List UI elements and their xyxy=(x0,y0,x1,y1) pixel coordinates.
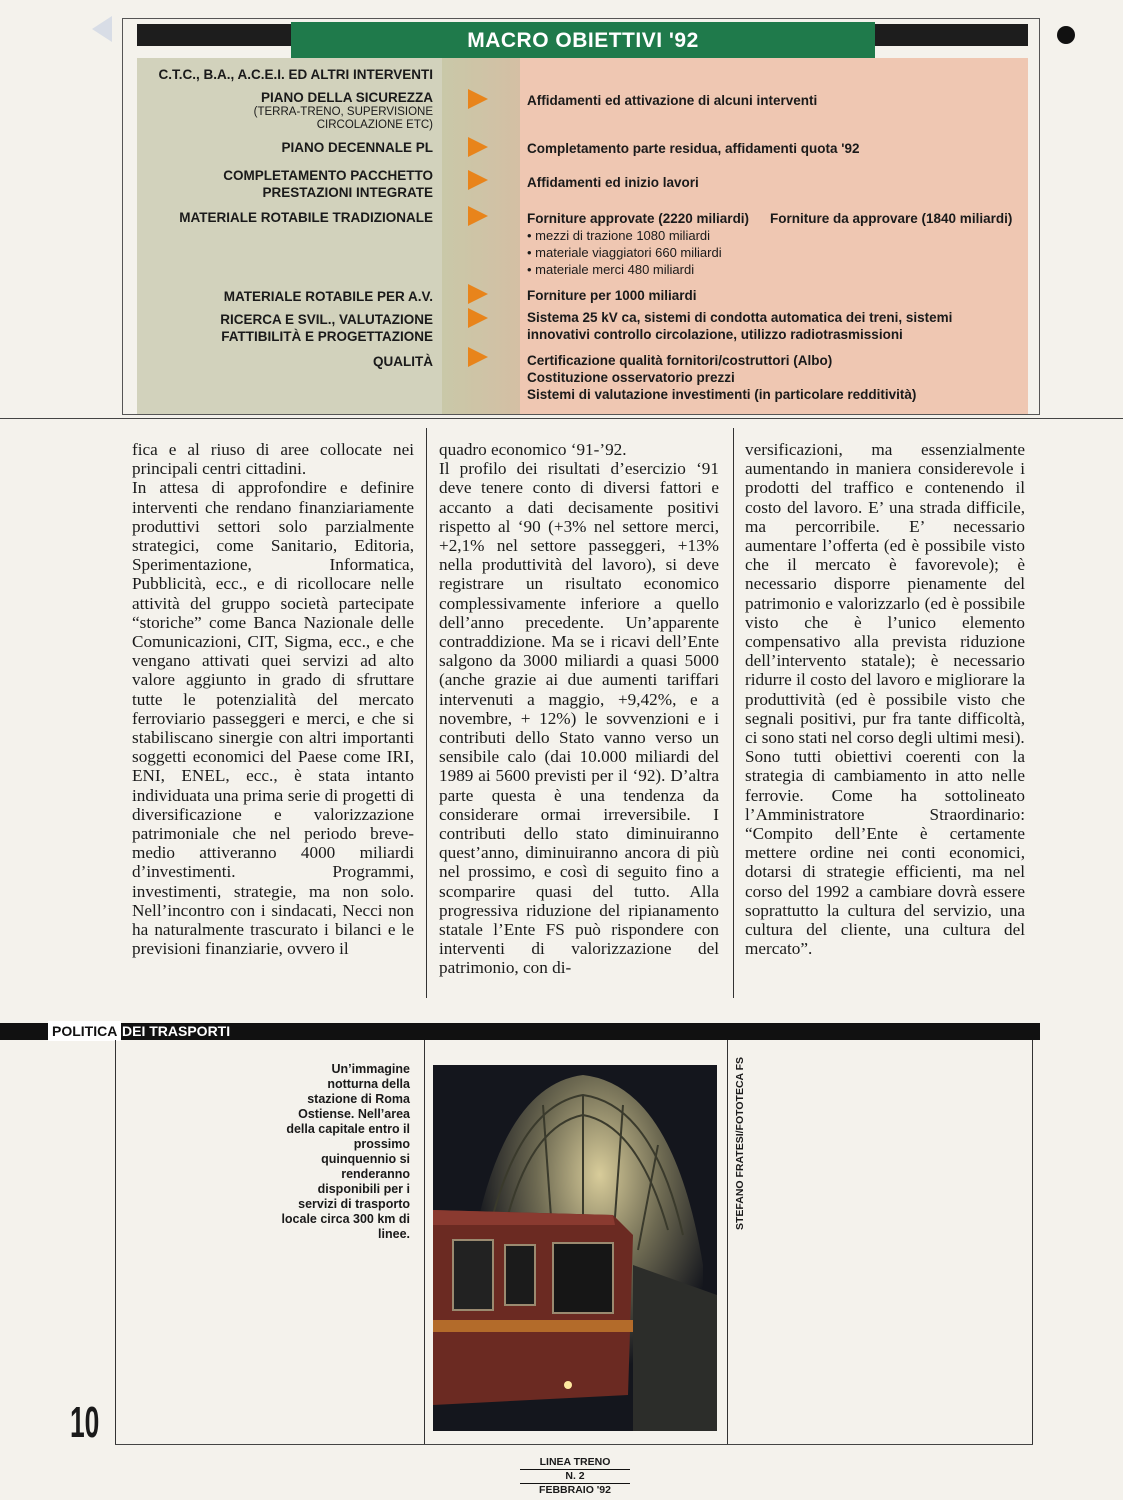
row-label: MATERIALE ROTABILE PER A.V. xyxy=(223,289,433,304)
frame-rule xyxy=(727,1040,728,1445)
bullet-item: • materiale viaggiatori 660 miliardi xyxy=(527,245,722,260)
masthead-date: FEBBRAIO '92 xyxy=(539,1484,611,1496)
row-label: RICERCA E SVIL., VALUTAZIONE FATTIBILITÀ E PROGETTAZIONE xyxy=(220,312,433,344)
row-label: MATERIALE ROTABILE TRADIZIONALE xyxy=(179,210,433,225)
article-column-3: versificazioni, ma essenzialmente aumentando in maniera considerevole i prodotti del traffico e contenendo il costo del lavoro. E’ una strada difficile, ma percorribile. E’ necessario aumentare l’offerta (ed è possibile visto che il mercato è favorevole); è necessario disporre pienamente del patrimonio e valorizzarlo (ed è possibile visto che è l’unico elemento compensativo alla prevista riduzione dell’intervento statale); è necessario ridurre il costo del lavoro e migliorare la produttività (ed è possibile visto che segnali positivi, pur fra tante difficoltà, ci sono stati nel corso degli ultimi mesi). Sono tutti obiettivi coerenti con la strategia di cambiamento in atto nelle ferrovie. Come ha sottolineato l’Amministratore Straordinario: “Compito dell’Ente è certamente mettere ordine nei conti economici, dotarsi di strategie efficienti, ma nel corso del 1992 a cambiare dovrà essere soprattutto la cultura del servizio, una cultura del cliente, una cultura del mercato”. xyxy=(745,440,1025,959)
page-number: 10 xyxy=(70,1398,100,1447)
column-divider xyxy=(733,428,734,998)
arrow-icon xyxy=(468,206,488,226)
frame-right-rule xyxy=(1032,1040,1033,1445)
bullet-item: • materiale merci 480 miliardi xyxy=(527,262,695,277)
photo-credit-text: STEFANO FRATESI/FOTOTECA FS xyxy=(734,1056,746,1230)
row-objective: Affidamenti ed inizio lavori xyxy=(527,175,699,190)
arrow-icon xyxy=(468,347,488,367)
row-sublabel: (TERRA-TRENO, SUPERVISIONE CIRCOLAZIONE ETC) xyxy=(253,106,433,131)
row-label-text: PIANO DELLA SICUREZZA xyxy=(261,90,433,105)
row-objective: Sistema 25 kV ca, sistemi di condotta automatica dei treni, sistemi innovativi controllo circolazione, utilizzo radiotrasmissioni xyxy=(527,310,953,342)
article-column-2: quadro economico ‘91-’92. Il profilo dei risultati d’esercizio ‘91 deve tenere conto di diversi fattori e accanto a dati decisamente positivi rispetto al ‘90 (+3% nel settore merci, +2,1% nel settore passeggeri, +13% nella produttività del lavoro), si deve registrare un risultato economico complessivamente inferiore a quello dell’anno precedente. Un’apparente contraddizione. Ma se i ricavi dell’Ente salgono da 3000 miliardi a quasi 5000 (anche grazie ai due aumenti tariffari intervenuti a maggio, +9,42%, e a novembre, + 12%) le sovvenzioni e i contributi dello Stato vanno verso un sensibile calo (dai 10.000 miliardi del 1989 ai 5600 previsti per il ‘92). D’altra parte questa è una tendenza da considerare ormai irreversibile. I contributi dello stato diminuiranno quest’anno, diminuiranno ancora di più nel prossimo, e così di seguito fino a scomparire quasi del tutto. Alla progressiva riduzione del ripianamento statale l’Ente FS può rispondere con interventi di valorizzazione del patrimonio, con di- xyxy=(439,440,719,978)
row-label xyxy=(233,89,433,132)
photo-credit xyxy=(734,1056,748,1230)
arrow-icon xyxy=(468,284,488,304)
station-photo xyxy=(433,1065,717,1431)
objective-right: Forniture da approvare (1840 miliardi) xyxy=(770,211,1013,226)
divider xyxy=(0,418,1123,419)
objective-line: Costituzione osservatorio prezzi xyxy=(527,370,735,385)
row-objective xyxy=(527,210,1013,278)
arrow-icon xyxy=(468,137,488,157)
section-title-part2: DEI TRASPORTI xyxy=(122,1023,231,1039)
photo-caption: Un’immagine notturna della stazione di Roma Ostiense. Nell’area della capitale entro il prossimo quinquennio si renderanno disponibili per i servizi di trasporto locale circa 300 km di linee. xyxy=(281,1062,410,1241)
masthead-issue: N. 2 xyxy=(520,1470,630,1484)
row-label: PIANO DECENNALE PL xyxy=(281,140,433,155)
row-objective: Affidamenti ed attivazione di alcuni interventi xyxy=(527,93,818,108)
arrow-icon xyxy=(468,89,488,109)
row-objective: Forniture per 1000 miliardi xyxy=(527,288,697,303)
table-group-heading: C.T.C., B.A., A.C.E.I. ED ALTRI INTERVENTI xyxy=(158,67,433,82)
frame-left-rule xyxy=(115,1040,116,1445)
arrow-icon xyxy=(468,170,488,190)
row-label: COMPLETAMENTO PACCHETTO PRESTAZIONI INTEGRATE xyxy=(223,168,433,200)
train-station-illustration xyxy=(433,1065,717,1431)
arrow-icon xyxy=(468,308,488,328)
masthead-name: LINEA TRENO xyxy=(520,1456,630,1470)
back-arrow-icon xyxy=(92,16,112,42)
column-divider xyxy=(426,428,427,998)
frame-bottom-rule xyxy=(115,1444,1033,1445)
objective-line: Sistemi di valutazione investimenti (in particolare redditività) xyxy=(527,387,917,402)
bullet-item: • mezzi di trazione 1080 miliardi xyxy=(527,228,711,243)
masthead xyxy=(520,1456,630,1497)
objective-left: Forniture approvate (2220 miliardi) xyxy=(527,211,750,226)
bullet-dot-icon xyxy=(1057,26,1075,44)
row-objective: Completamento parte residua, affidamenti quota '92 xyxy=(527,141,860,156)
section-title-part1: POLITICA xyxy=(48,1021,121,1041)
frame-rule xyxy=(424,1040,425,1445)
article-column-1: fica e al riuso di aree collocate nei principali centri cittadini. In attesa di approfondire e definire interventi che rendano finanziariamente produttivi settori solo parzialmente strategici, come Sanitario, Editoria, Sperimentazione, Informatica, Pubblicità, ecc., e di ricollocare nelle attività del gruppo società partecipate “storiche” come Banca Nazionale delle Comunicazioni, CIT, Sigma, ecc., e che vengano attivati quei servizi ad alto valore aggiunto in grado di sfruttare tutte le potenzialità del mercato ferroviario passeggeri e merci, e che si stabiliscano sinergie con altri importanti soggetti economici del Paese come IRI, ENI, ENEL, ecc., è stata intanto individuata una prima serie di progetti di diversificazione e valorizzazione patrimoniale che nel periodo breve-medio attiveranno 4000 miliardi d’investimenti. Programmi, investimenti, strategie, ma non solo. Nell’incontro con i sindacati, Necci non ha naturalmente trascurato i bilanci e le previsioni finanziarie, ovvero il xyxy=(132,440,414,959)
row-objective xyxy=(527,352,916,403)
objective-line: Certificazione qualità fornitori/costruttori (Albo) xyxy=(527,353,833,368)
row-label: QUALITÀ xyxy=(373,354,433,369)
table-title: MACRO OBIETTIVI '92 xyxy=(291,22,875,58)
